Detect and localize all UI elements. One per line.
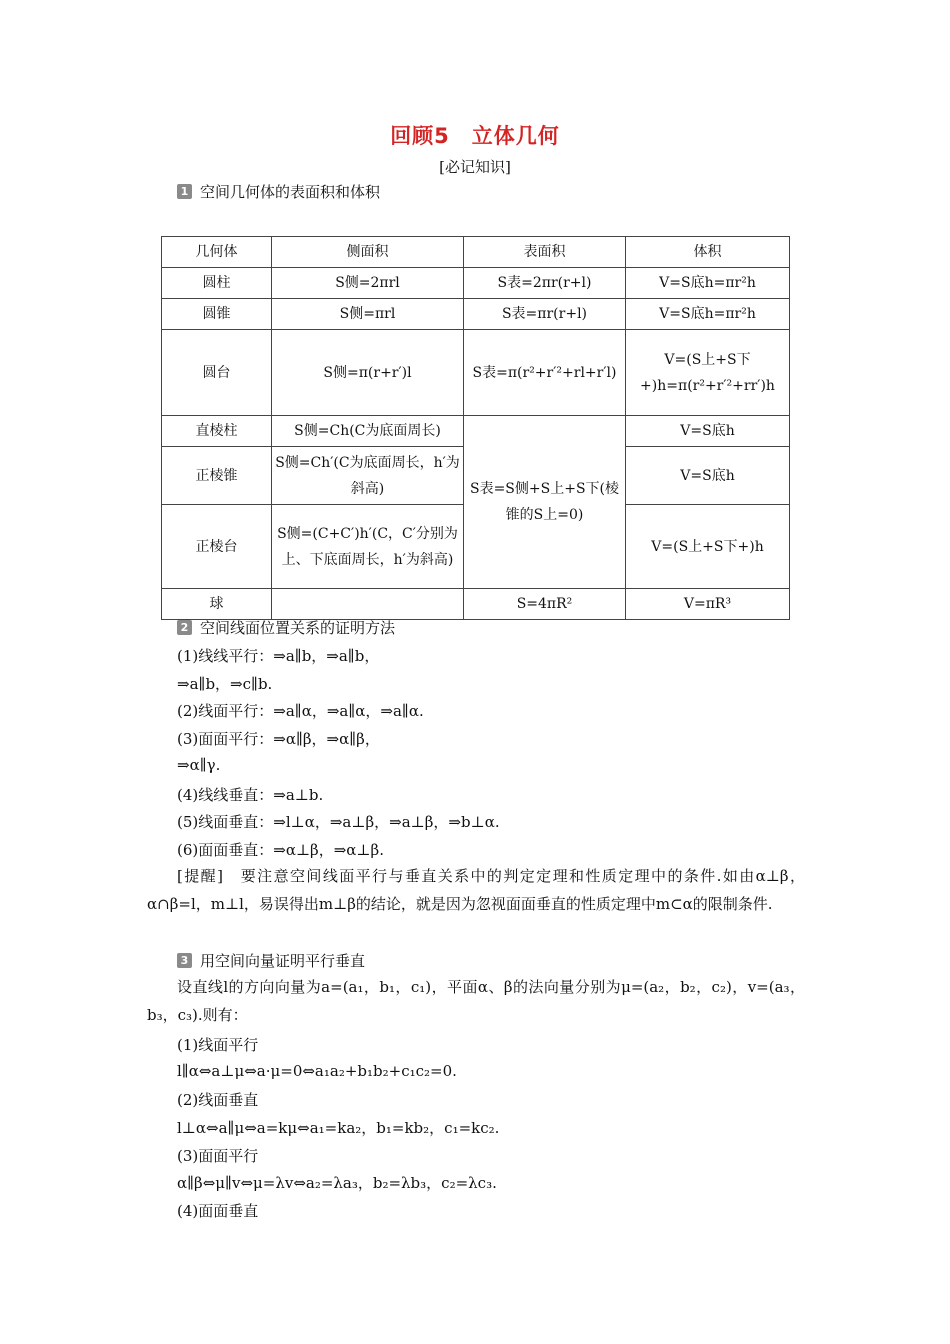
table-header: 体积 xyxy=(626,237,790,268)
lateral-area: S侧=Ch′(C为底面周长，h′为斜高) xyxy=(272,447,464,505)
vector-line: (4)面面垂直 xyxy=(177,1202,259,1220)
lateral-area: S侧=πrl xyxy=(272,299,464,330)
volume: V=S底h=πr²h xyxy=(626,299,790,330)
surface-area: S表=πr(r+l) xyxy=(464,299,626,330)
volume: V=(S上+S下+)h=π(r²+r′²+rr′)h xyxy=(626,330,790,416)
lateral-area: S侧=π(r+r′)l xyxy=(272,330,464,416)
section-1-number: 1 xyxy=(177,184,192,199)
table-header: 侧面积 xyxy=(272,237,464,268)
section-3-number: 3 xyxy=(177,953,192,968)
proof-line: (3)面面平行：⇒α∥β，⇒α∥β， xyxy=(177,730,380,748)
proof-line: (4)线线垂直：⇒a⊥b. xyxy=(177,786,324,804)
table-header: 几何体 xyxy=(162,237,272,268)
volume: V=S底h xyxy=(626,447,790,505)
table-row xyxy=(162,330,790,416)
section-3-heading xyxy=(177,950,365,971)
vector-line: l∥α⇔a⊥μ⇔a·μ=0⇔a₁a₂+b₁b₂+c₁c₂=0. xyxy=(177,1062,457,1080)
shape-name: 球 xyxy=(162,589,272,620)
prism-surface-area: S表=S侧+S上+S下(棱锥的S上=0) xyxy=(464,416,626,589)
lateral-area xyxy=(272,589,464,620)
section-1-heading xyxy=(177,181,380,202)
volume: V=(S上+S下+)h xyxy=(626,505,790,589)
vector-line: (3)面面平行 xyxy=(177,1147,259,1165)
formula-table xyxy=(161,236,790,620)
vector-line: (1)线面平行 xyxy=(177,1036,259,1054)
shape-name: 圆柱 xyxy=(162,268,272,299)
section-2-title: 空间线面位置关系的证明方法 xyxy=(200,619,396,637)
table-header: 表面积 xyxy=(464,237,626,268)
proof-line: ⇒a∥b，⇒c∥b. xyxy=(177,675,273,693)
table-header-row xyxy=(162,237,790,268)
proof-line: ⇒α∥γ. xyxy=(177,756,221,774)
surface-area: S表=2πr(r+l) xyxy=(464,268,626,299)
vector-line: α∥β⇔μ∥v⇔μ=λv⇔a₂=λa₃，b₂=λb₃，c₂=λc₃. xyxy=(177,1174,497,1192)
section-1-title: 空间几何体的表面积和体积 xyxy=(200,183,381,201)
section-2-number: 2 xyxy=(177,620,192,635)
table-row xyxy=(162,268,790,299)
volume: V=S底h=πr²h xyxy=(626,268,790,299)
volume: V=S底h xyxy=(626,416,790,447)
table-row xyxy=(162,589,790,620)
vector-intro-paragraph: 设直线l的方向向量为a=(a₁，b₁，c₁)，平面α、β的法向量分别为μ=(a₂，b₂，c₂)，v=(a₃，b₃，c₃).则有： xyxy=(147,978,805,1024)
shape-name: 圆台 xyxy=(162,330,272,416)
shape-name: 正棱锥 xyxy=(162,447,272,505)
vector-line: l⊥α⇔a∥μ⇔a=kμ⇔a₁=ka₂，b₁=kb₂，c₁=kc₂. xyxy=(177,1119,500,1137)
lateral-area: S侧=Ch(C为底面周长) xyxy=(272,416,464,447)
lateral-area: S侧=2πrl xyxy=(272,268,464,299)
proof-line: (5)线面垂直：⇒l⊥α，⇒a⊥β，⇒a⊥β，⇒b⊥α. xyxy=(177,813,500,831)
surface-area: S表=π(r²+r′²+rl+r′l) xyxy=(464,330,626,416)
shape-name: 圆锥 xyxy=(162,299,272,330)
shape-name: 正棱台 xyxy=(162,505,272,589)
vector-line: (2)线面垂直 xyxy=(177,1091,259,1109)
section-2-heading xyxy=(177,617,395,638)
proof-line: (1)线线平行：⇒a∥b，⇒a∥b， xyxy=(177,647,380,665)
section-3-title: 用空间向量证明平行垂直 xyxy=(200,952,366,970)
table-row xyxy=(162,416,790,447)
surface-area: S=4πR² xyxy=(464,589,626,620)
proof-line: (2)线面平行：⇒a∥α，⇒a∥α，⇒a∥α. xyxy=(177,702,424,720)
volume: V=πR³ xyxy=(626,589,790,620)
page-title: 回顾5 立体几何 xyxy=(390,124,560,148)
shape-name: 直棱柱 xyxy=(162,416,272,447)
reminder-paragraph: [提醒] 要注意空间线面平行与垂直关系中的判定定理和性质定理中的条件.如由α⊥β，α∩β=l，m⊥l，易误得出m⊥β的结论，就是因为忽视面面垂直的性质定理中m⊂α的限制条件. xyxy=(147,867,805,913)
lateral-area: S侧=(C+C′)h′(C，C′分别为上、下底面周长，h′为斜高) xyxy=(272,505,464,589)
table-row xyxy=(162,299,790,330)
proof-line: (6)面面垂直：⇒α⊥β，⇒α⊥β. xyxy=(177,841,384,859)
page-subtitle: [必记知识] xyxy=(439,158,511,176)
